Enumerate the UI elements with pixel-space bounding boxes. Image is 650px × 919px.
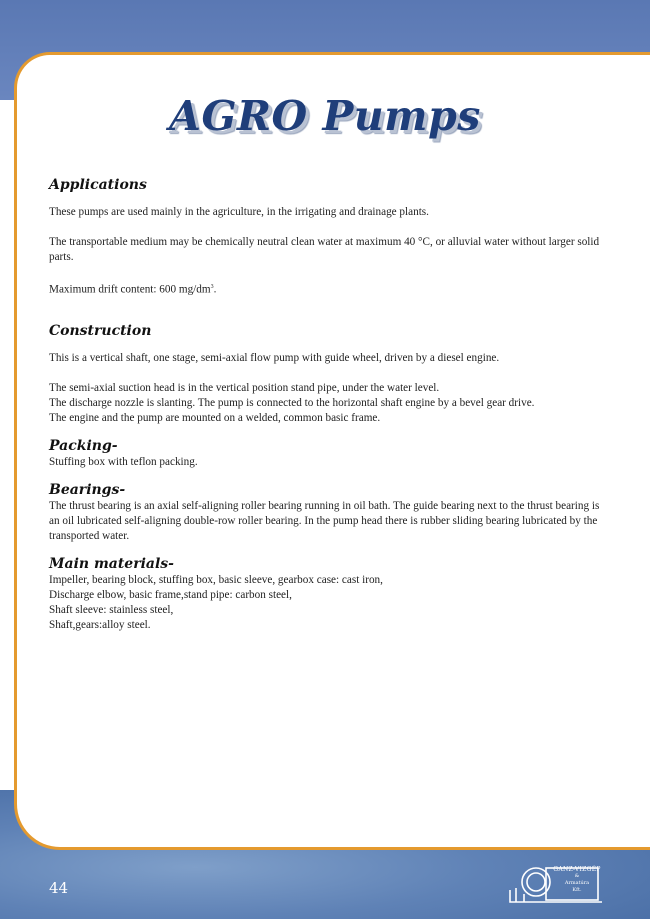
applications-paragraph-1: These pumps are used mainly in the agriculture, in the irrigating and drainage plants. — [49, 206, 429, 218]
construction-paragraph-1: This is a vertical shaft, one stage, semi-axial flow pump with guide wheel, driven by a diesel engine. — [49, 351, 500, 364]
page-number: 44 — [49, 879, 69, 897]
applications-paragraph-2: The transportable medium may be chemically neutral clean water at maximum 40 °C, or alluvial water without larger solid parts. — [49, 236, 600, 263]
materials-line: Shaft sleeve: stainless steel, — [49, 603, 174, 616]
logo-line-3: Armatúra — [564, 880, 590, 886]
drift-content-text: Maximum drift content: 600 mg/dm — [49, 283, 211, 296]
construction-heading: Construction — [49, 322, 152, 339]
drift-content-end: . — [213, 283, 217, 296]
content — [49, 176, 605, 633]
materials-heading: Main materials- — [49, 555, 174, 572]
packing-paragraph: Stuffing box with teflon packing. — [49, 455, 198, 468]
company-logo-text — [548, 866, 606, 894]
applications-paragraph-3 — [49, 280, 605, 298]
materials-line: Discharge elbow, basic frame,stand pipe: carbon steel, — [49, 588, 292, 601]
construction-paragraph-4: The engine and the pump are mounted on a welded, common basic frame. — [49, 411, 381, 424]
logo-line-1: GANZ-VIZGÉP — [553, 866, 601, 873]
bearings-heading: Bearings- — [49, 481, 126, 498]
construction-paragraph-2: The semi-axial suction head is in the vertical position stand pipe, under the water level. — [49, 381, 440, 394]
applications-heading: Applications — [49, 177, 147, 193]
construction-paragraph-3: The discharge nozzle is slanting. The pump is connected to the horizontal shaft engine by a bevel gear drive. — [49, 396, 535, 409]
bearings-paragraph: The thrust bearing is an axial self-aligning roller bearing running in oil bath. The guide bearing next to the thrust bearing is an oil lubricated self-aligning double-row roller bearing. In the pump head there is rubber sliding bearing lubricated by the transported water. — [49, 499, 600, 542]
drift-content-superscript: 3 — [210, 284, 214, 290]
logo-line-2: & — [574, 873, 580, 879]
materials-line: Impeller, bearing block, stuffing box, basic sleeve, gearbox case: cast iron, — [49, 573, 383, 586]
logo-line-4: Kft. — [572, 887, 582, 893]
materials-line: Shaft,gears:alloy steel. — [49, 618, 151, 631]
packing-heading: Packing- — [49, 437, 118, 454]
page-title: AGRO Pumps — [169, 92, 481, 140]
